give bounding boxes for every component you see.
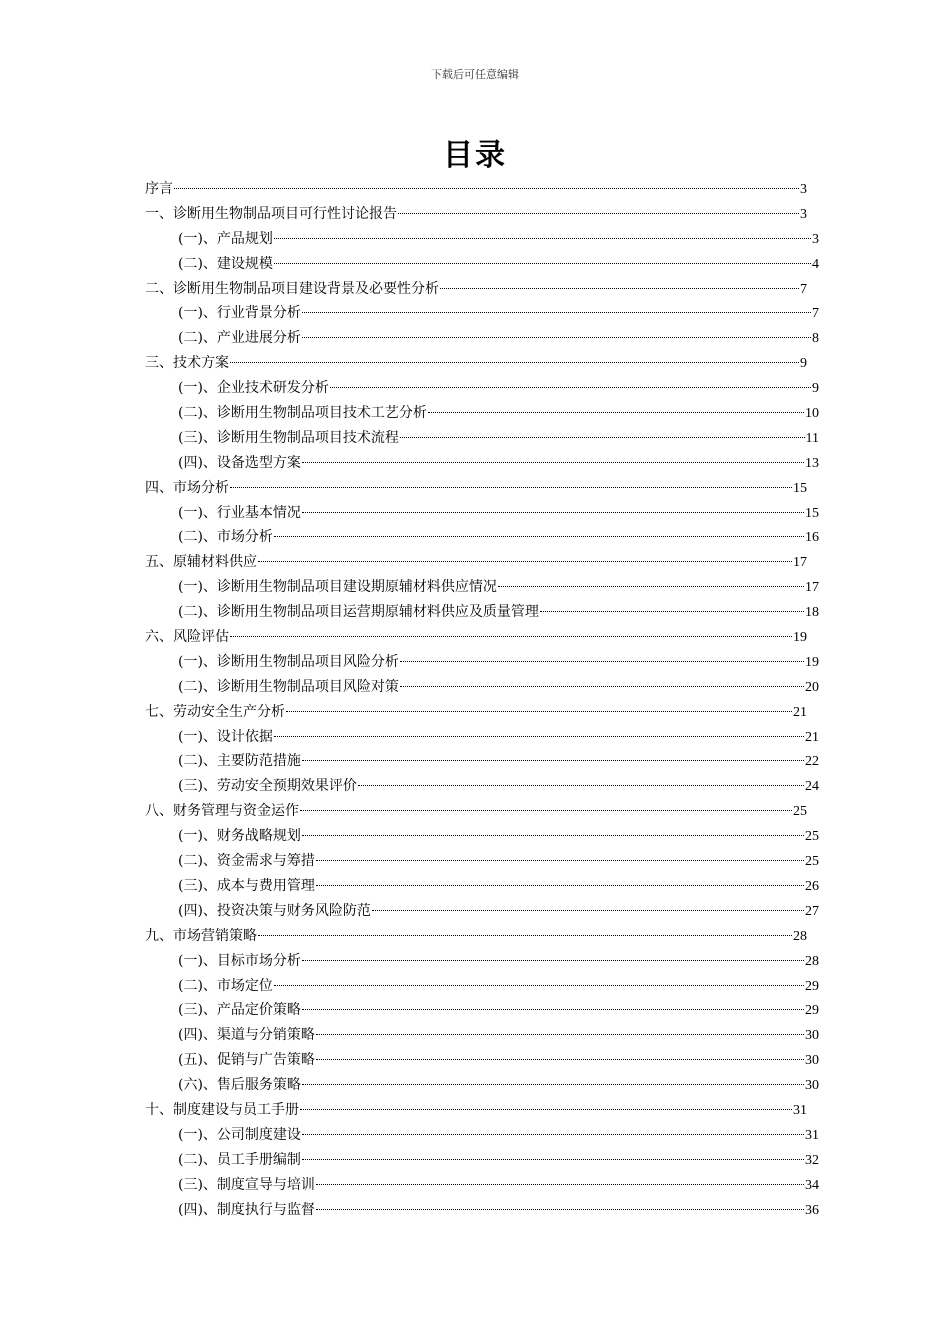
toc-entry-label: (二)、资金需求与筹措 xyxy=(178,853,315,870)
toc-entry-page-number: 17 xyxy=(793,555,807,571)
toc-dot-leader xyxy=(274,263,811,264)
toc-entry-label: (一)、公司制度建设 xyxy=(178,1126,301,1143)
toc-dot-leader xyxy=(174,188,799,189)
toc-entry-label: (三)、成本与费用管理 xyxy=(178,877,315,894)
toc-entry-label: (六)、售后服务策略 xyxy=(178,1077,301,1094)
toc-entry[interactable] xyxy=(145,351,807,376)
toc-entry[interactable] xyxy=(145,277,807,302)
toc-entry-page-number: 24 xyxy=(805,779,819,795)
toc-entry-page-number: 3 xyxy=(812,231,819,247)
toc-entry[interactable] xyxy=(145,600,819,625)
toc-dot-leader xyxy=(428,412,804,413)
toc-entry[interactable] xyxy=(145,774,819,799)
toc-entry-label: 一、诊断用生物制品项目可行性讨论报告 xyxy=(145,205,397,222)
toc-dot-leader xyxy=(316,1034,804,1035)
toc-dot-leader xyxy=(302,960,804,961)
toc-entry-page-number: 15 xyxy=(805,505,819,521)
toc-dot-leader xyxy=(400,437,805,438)
toc-entry[interactable] xyxy=(145,924,807,949)
toc-entry[interactable] xyxy=(145,1123,819,1148)
toc-entry[interactable] xyxy=(145,650,819,675)
toc-entry-page-number: 25 xyxy=(793,804,807,820)
toc-entry-label: 四、市场分析 xyxy=(145,479,229,496)
toc-dot-leader xyxy=(300,1109,792,1110)
toc-entry-label: 序言 xyxy=(145,181,173,197)
toc-dot-leader xyxy=(274,736,804,737)
toc-dot-leader xyxy=(258,935,792,936)
toc-entry-label: (二)、市场定位 xyxy=(178,977,273,994)
toc-entry-page-number: 7 xyxy=(812,306,819,322)
toc-entry-page-number: 19 xyxy=(805,654,819,670)
toc-entry-label: (四)、设备选型方案 xyxy=(178,454,301,471)
toc-dot-leader xyxy=(286,711,792,712)
toc-entry-label: (二)、诊断用生物制品项目运营期原辅材料供应及质量管理 xyxy=(178,604,539,621)
toc-dot-leader xyxy=(398,213,799,214)
toc-entry-label: (二)、员工手册编制 xyxy=(178,1151,301,1168)
toc-entry[interactable] xyxy=(145,1198,819,1223)
toc-dot-leader xyxy=(540,611,804,612)
toc-entry-page-number: 8 xyxy=(812,331,819,347)
toc-entry-label: (一)、财务战略规划 xyxy=(178,828,301,845)
toc-entry[interactable] xyxy=(145,227,819,252)
toc-dot-leader xyxy=(302,1134,804,1135)
toc-entry-label: (一)、诊断用生物制品项目建设期原辅材料供应情况 xyxy=(178,579,497,596)
toc-entry-label: (一)、设计依据 xyxy=(178,728,273,745)
toc-entry[interactable] xyxy=(145,1173,819,1198)
toc-dot-leader xyxy=(230,487,792,488)
toc-entry-page-number: 4 xyxy=(812,256,819,272)
toc-dot-leader xyxy=(302,462,804,463)
toc-entry[interactable] xyxy=(145,525,819,550)
toc-dot-leader xyxy=(330,387,811,388)
toc-entry-label: (一)、企业技术研发分析 xyxy=(178,380,329,397)
toc-entry-label: (二)、主要防范措施 xyxy=(178,753,301,770)
toc-entry-page-number: 25 xyxy=(805,854,819,870)
toc-entry-page-number: 32 xyxy=(805,1152,819,1168)
toc-entry-page-number: 27 xyxy=(805,903,819,919)
toc-entry-page-number: 20 xyxy=(805,679,819,695)
toc-entry[interactable] xyxy=(145,252,819,277)
toc-entry-page-number: 29 xyxy=(805,1003,819,1019)
toc-dot-leader xyxy=(274,985,804,986)
toc-dot-leader xyxy=(258,561,792,562)
toc-dot-leader xyxy=(316,1184,804,1185)
toc-entry-label: 十、制度建设与员工手册 xyxy=(145,1101,299,1118)
toc-dot-leader xyxy=(316,860,804,861)
page-title: 目录 xyxy=(443,138,507,173)
toc-entry-page-number: 15 xyxy=(793,480,807,496)
toc-entry-label: (二)、诊断用生物制品项目风险对策 xyxy=(178,678,399,695)
toc-dot-leader xyxy=(230,362,799,363)
toc-entry-page-number: 9 xyxy=(812,381,819,397)
toc-dot-leader xyxy=(372,910,804,911)
toc-entry[interactable] xyxy=(145,725,819,750)
toc-entry-page-number: 3 xyxy=(800,206,807,222)
toc-entry-page-number: 3 xyxy=(800,182,807,197)
toc-entry-label: (四)、投资决策与财务风险防范 xyxy=(178,902,371,919)
toc-entry-label: (一)、行业基本情况 xyxy=(178,504,301,521)
toc-entry-label: 二、诊断用生物制品项目建设背景及必要性分析 xyxy=(145,280,439,297)
toc-dot-leader xyxy=(400,661,804,662)
toc-dot-leader xyxy=(302,512,804,513)
toc-entry[interactable] xyxy=(145,874,819,899)
toc-entry[interactable] xyxy=(145,177,807,202)
toc-entry[interactable] xyxy=(145,550,807,575)
toc-entry-label: 五、原辅材料供应 xyxy=(145,554,257,571)
toc-entry[interactable] xyxy=(145,1023,819,1048)
toc-entry[interactable] xyxy=(145,949,819,974)
toc-entry-page-number: 22 xyxy=(805,754,819,770)
toc-entry[interactable] xyxy=(145,799,807,824)
toc-dot-leader xyxy=(274,536,804,537)
toc-entry[interactable] xyxy=(145,824,819,849)
toc-entry[interactable] xyxy=(145,426,819,451)
toc-entry-label: (四)、渠道与分销策略 xyxy=(178,1027,315,1044)
toc-dot-leader xyxy=(302,1084,804,1085)
toc-entry[interactable] xyxy=(145,899,819,924)
toc-entry-page-number: 31 xyxy=(805,1127,819,1143)
toc-entry[interactable] xyxy=(145,376,819,401)
toc-entry[interactable] xyxy=(145,575,819,600)
toc-dot-leader xyxy=(358,785,804,786)
toc-entry-label: 九、市场营销策略 xyxy=(145,927,257,944)
toc-entry-page-number: 34 xyxy=(805,1177,819,1193)
toc-entry-label: (三)、制度宣导与培训 xyxy=(178,1176,315,1193)
toc-entry-label: 七、劳动安全生产分析 xyxy=(145,703,285,720)
toc-entry-page-number: 28 xyxy=(805,953,819,969)
toc-dot-leader xyxy=(230,636,792,637)
toc-entry[interactable] xyxy=(145,974,819,999)
toc-dot-leader xyxy=(498,586,804,587)
toc-dot-leader xyxy=(302,835,804,836)
toc-entry-label: (二)、诊断用生物制品项目技术工艺分析 xyxy=(178,405,427,422)
toc-entry-page-number: 21 xyxy=(793,704,807,720)
toc-entry[interactable] xyxy=(145,326,819,351)
toc-entry-page-number: 28 xyxy=(793,928,807,944)
toc-entry[interactable] xyxy=(145,1048,819,1073)
toc-entry[interactable] xyxy=(145,202,807,227)
toc-entry[interactable] xyxy=(145,1073,819,1098)
toc-entry-label: (一)、产品规划 xyxy=(178,230,273,247)
toc-dot-leader xyxy=(274,238,811,239)
header-note: 下载后可任意编辑 xyxy=(431,68,519,81)
toc-entry[interactable] xyxy=(145,501,819,526)
toc-entry-page-number: 18 xyxy=(805,605,819,621)
toc-entry-page-number: 29 xyxy=(805,978,819,994)
toc-entry[interactable] xyxy=(145,301,819,326)
toc-entry[interactable] xyxy=(145,675,819,700)
toc-entry[interactable] xyxy=(145,451,819,476)
toc-entry-label: (三)、诊断用生物制品项目技术流程 xyxy=(178,429,399,446)
toc-dot-leader xyxy=(300,810,792,811)
toc-dot-leader xyxy=(302,337,811,338)
toc-entry-label: (一)、目标市场分析 xyxy=(178,952,301,969)
toc-entry[interactable] xyxy=(145,1098,807,1123)
toc-entry[interactable] xyxy=(145,625,807,650)
toc-dot-leader xyxy=(302,312,811,313)
toc-entry-label: (五)、促销与广告策略 xyxy=(178,1052,315,1069)
toc-dot-leader xyxy=(316,885,804,886)
table-of-contents xyxy=(145,177,819,1222)
toc-entry[interactable] xyxy=(145,700,807,725)
toc-entry-page-number: 13 xyxy=(805,455,819,471)
toc-dot-leader xyxy=(440,288,799,289)
toc-entry-page-number: 9 xyxy=(800,356,807,372)
toc-entry[interactable] xyxy=(145,749,819,774)
toc-entry-label: (四)、制度执行与监督 xyxy=(178,1201,315,1218)
toc-entry-label: (二)、市场分析 xyxy=(178,529,273,546)
toc-entry-label: (一)、行业背景分析 xyxy=(178,305,301,322)
toc-entry-label: (三)、劳动安全预期效果评价 xyxy=(178,778,357,795)
toc-dot-leader xyxy=(400,686,804,687)
toc-entry[interactable] xyxy=(145,1148,819,1173)
toc-entry-page-number: 26 xyxy=(805,878,819,894)
toc-entry-label: (一)、诊断用生物制品项目风险分析 xyxy=(178,653,399,670)
toc-entry[interactable] xyxy=(145,998,819,1023)
toc-entry-page-number: 10 xyxy=(805,406,819,422)
toc-entry-page-number: 30 xyxy=(805,1053,819,1069)
toc-dot-leader xyxy=(302,760,804,761)
toc-entry-label: (三)、产品定价策略 xyxy=(178,1002,301,1019)
toc-entry-page-number: 30 xyxy=(805,1028,819,1044)
toc-entry-page-number: 16 xyxy=(805,530,819,546)
toc-entry-label: 三、技术方案 xyxy=(145,355,229,372)
toc-entry-page-number: 21 xyxy=(805,729,819,745)
toc-entry-page-number: 30 xyxy=(805,1078,819,1094)
toc-entry-label: 六、风险评估 xyxy=(145,629,229,646)
toc-entry-page-number: 25 xyxy=(805,829,819,845)
toc-entry[interactable] xyxy=(145,476,807,501)
toc-dot-leader xyxy=(316,1209,804,1210)
toc-entry-page-number: 36 xyxy=(805,1202,819,1218)
toc-entry-page-number: 31 xyxy=(793,1102,807,1118)
toc-entry-page-number: 19 xyxy=(793,630,807,646)
toc-entry-page-number: 11 xyxy=(805,430,819,446)
toc-dot-leader xyxy=(316,1059,804,1060)
toc-entry-label: (二)、产业进展分析 xyxy=(178,330,301,347)
toc-entry[interactable] xyxy=(145,401,819,426)
toc-entry-page-number: 7 xyxy=(800,281,807,297)
toc-entry-label: 八、财务管理与资金运作 xyxy=(145,803,299,820)
toc-entry-page-number: 17 xyxy=(805,580,819,596)
toc-dot-leader xyxy=(302,1159,804,1160)
toc-entry[interactable] xyxy=(145,849,819,874)
toc-dot-leader xyxy=(302,1009,804,1010)
toc-entry-label: (二)、建设规模 xyxy=(178,255,273,272)
